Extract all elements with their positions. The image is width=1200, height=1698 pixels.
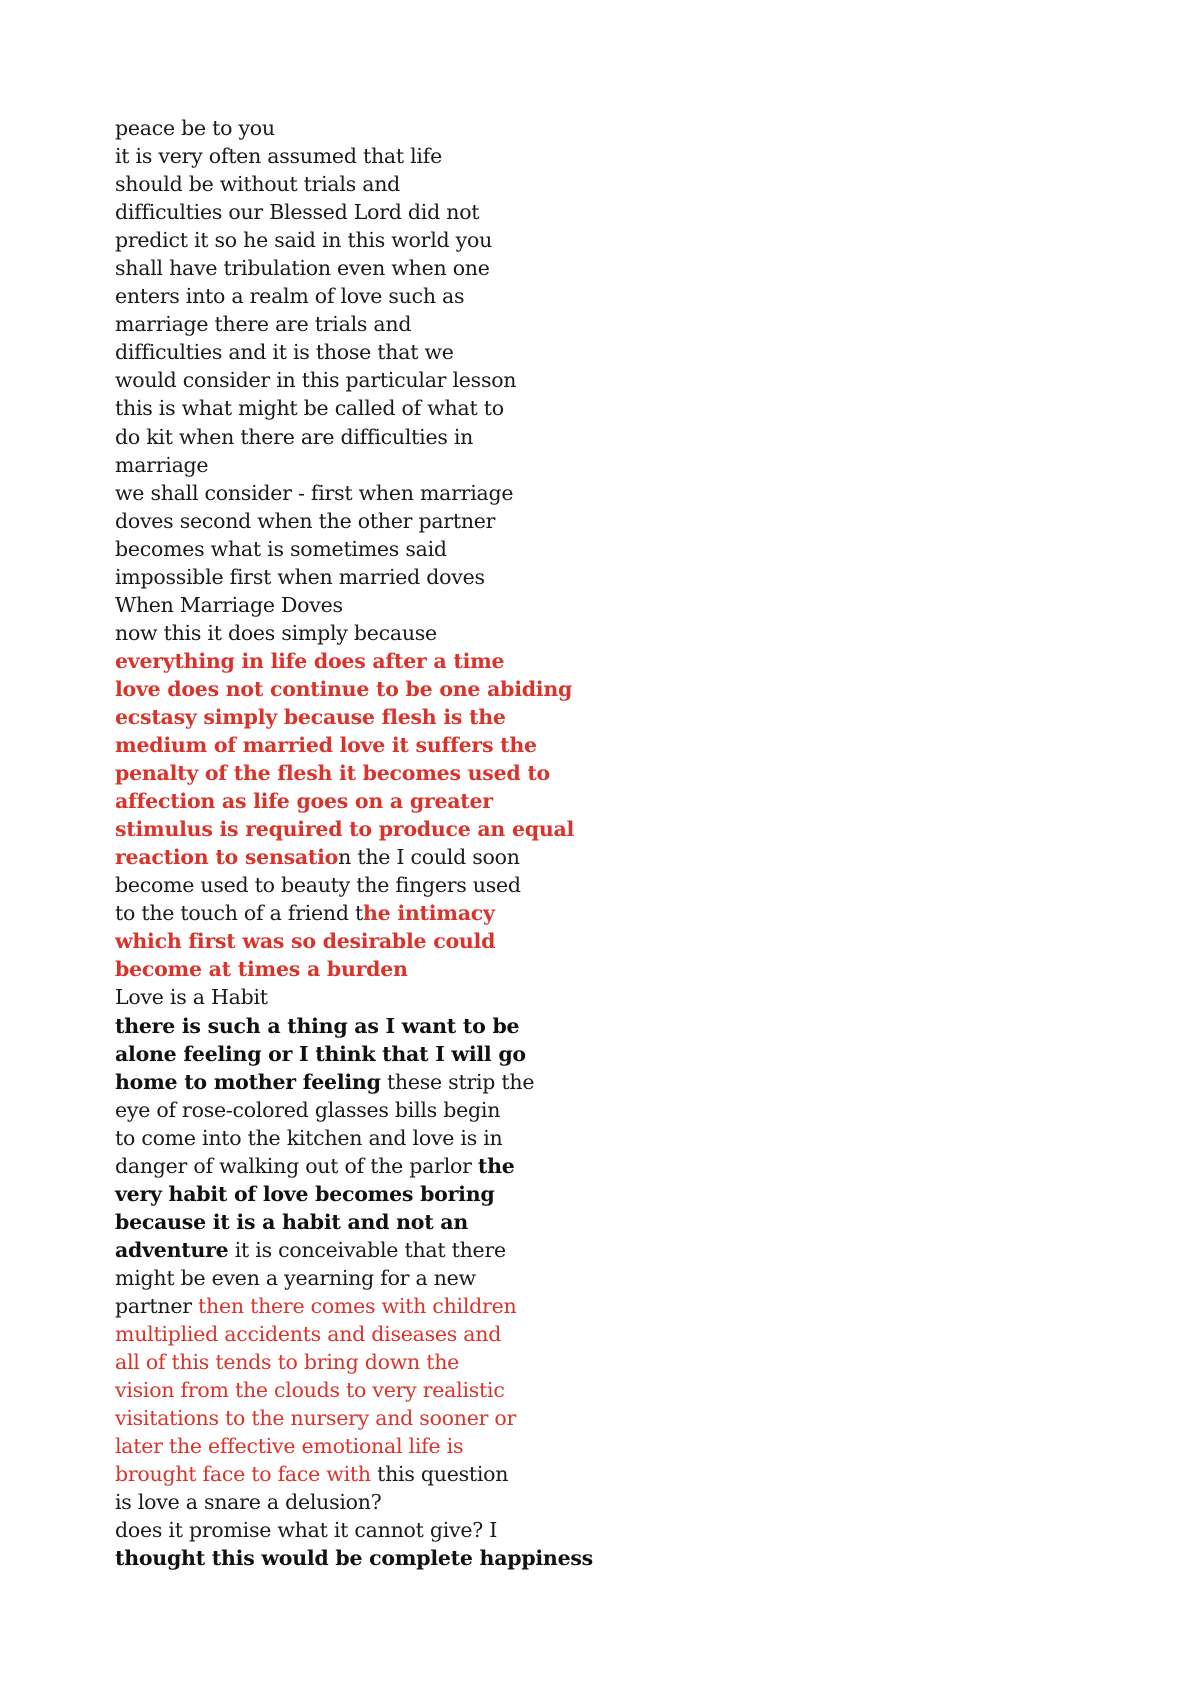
text-segment: brought face to face with — [115, 1462, 371, 1487]
text-segment: home to mother feeling — [115, 1069, 381, 1094]
text-segment: to the touch of a friend t — [115, 901, 364, 926]
text-line — [115, 170, 585, 198]
text-segment: difficulties our Blessed Lord did not — [115, 200, 480, 225]
text-segment: later the effective emotional life is — [115, 1434, 464, 1459]
text-line — [115, 843, 585, 871]
text-line — [115, 1516, 585, 1544]
text-line — [115, 1320, 585, 1348]
text-segment: becomes what is sometimes said — [115, 536, 447, 561]
text-line — [115, 955, 585, 983]
text-line — [115, 591, 585, 619]
text-segment: alone feeling or I think that I will go — [115, 1041, 526, 1066]
text-line — [115, 535, 585, 563]
text-line — [115, 423, 585, 451]
text-line — [115, 1180, 585, 1208]
text-segment: thought this would be complete happiness — [115, 1546, 593, 1571]
text-line — [115, 619, 585, 647]
text-line — [115, 759, 585, 787]
text-segment: marriage there are trials and — [115, 312, 412, 337]
text-line — [115, 1124, 585, 1152]
text-line — [115, 1460, 585, 1488]
text-segment: medium of married love it suffers the — [115, 733, 537, 758]
text-segment: danger of walking out of the parlor — [115, 1153, 478, 1178]
text-segment: n the I could soon — [338, 845, 520, 870]
text-line — [115, 507, 585, 535]
text-segment: it is conceivable that there — [228, 1237, 506, 1262]
document-body-text — [115, 114, 593, 1572]
text-line — [115, 1012, 585, 1040]
text-segment: visitations to the nursery and sooner or — [115, 1406, 517, 1431]
text-line — [115, 451, 585, 479]
text-segment: this is what might be called of what to — [115, 396, 504, 421]
text-line — [115, 1376, 585, 1404]
text-segment: should be without trials and — [115, 172, 401, 197]
text-segment: we shall consider - first when marriage — [115, 480, 514, 505]
text-line — [115, 226, 585, 254]
text-segment: very habit of love becomes boring — [115, 1181, 495, 1206]
text-segment: affection as life goes on a greater — [115, 789, 493, 814]
text-segment: these strip the — [380, 1069, 535, 1094]
text-line — [115, 563, 585, 591]
text-line — [115, 1544, 593, 1572]
text-segment: partner — [115, 1293, 199, 1318]
text-segment: marriage — [115, 452, 209, 477]
text-segment: would consider in this particular lesson — [115, 368, 517, 393]
text-line — [115, 310, 585, 338]
text-segment: penalty of the flesh it becomes used to — [115, 761, 550, 786]
text-segment: vision from the clouds to very realistic — [115, 1378, 505, 1403]
text-line — [115, 731, 585, 759]
text-line — [115, 479, 585, 507]
text-segment: impossible first when married doves — [115, 564, 485, 589]
text-line — [115, 1488, 585, 1516]
text-line — [115, 1096, 585, 1124]
text-line — [115, 1292, 585, 1320]
text-segment: enters into a realm of love such as — [115, 284, 465, 309]
text-segment: eye of rose-colored glasses bills begin — [115, 1097, 501, 1122]
text-segment: adventure — [115, 1237, 229, 1262]
text-segment: then there comes with children — [198, 1293, 517, 1318]
text-segment: there is such a thing as I want to be — [115, 1013, 520, 1038]
text-segment: now this it does simply because — [115, 620, 437, 645]
text-segment: love does not continue to be one abiding — [115, 676, 573, 701]
text-segment: doves second when the other partner — [115, 508, 496, 533]
text-segment: to come into the kitchen and love is in — [115, 1125, 503, 1150]
text-segment: everything in life does after a time — [115, 648, 505, 673]
text-segment: stimulus is required to produce an equal — [115, 817, 575, 842]
text-line — [115, 394, 585, 422]
text-segment: is love a snare a delusion? — [115, 1490, 382, 1515]
text-segment: become at times a burden — [115, 957, 408, 982]
text-segment: all of this tends to bring down the — [115, 1350, 460, 1375]
text-line — [115, 1040, 585, 1068]
text-line — [115, 1152, 585, 1180]
text-segment: shall have tribulation even when one — [115, 256, 490, 281]
text-segment: this question — [370, 1462, 509, 1487]
text-segment: might be even a yearning for a new — [115, 1265, 476, 1290]
text-segment: multiplied accidents and diseases and — [115, 1322, 502, 1347]
text-line — [115, 254, 585, 282]
text-line — [115, 983, 585, 1011]
text-line — [115, 871, 585, 899]
text-line — [115, 899, 585, 927]
text-line — [115, 198, 585, 226]
text-segment: peace be to you — [115, 116, 275, 140]
text-line — [115, 1404, 585, 1432]
text-segment: which first was so desirable could — [115, 929, 496, 954]
text-line — [115, 927, 585, 955]
text-segment: Love is a Habit — [115, 985, 268, 1010]
text-line — [115, 1432, 585, 1460]
text-line — [115, 1068, 585, 1096]
text-line — [115, 142, 585, 170]
text-line — [115, 1236, 585, 1264]
text-segment: become used to beauty the fingers used — [115, 873, 521, 898]
text-segment: ecstasy simply because flesh is the — [115, 704, 506, 729]
text-line — [115, 366, 585, 394]
text-segment: the — [477, 1153, 515, 1178]
text-segment: it is very often assumed that life — [115, 144, 442, 169]
text-segment: do kit when there are difficulties in — [115, 424, 474, 449]
text-segment: does it promise what it cannot give? I — [115, 1518, 498, 1543]
text-line — [115, 114, 585, 142]
text-line — [115, 1208, 585, 1236]
text-line — [115, 647, 585, 675]
text-line — [115, 815, 585, 843]
text-segment: difficulties and it is those that we — [115, 340, 454, 365]
text-line — [115, 282, 585, 310]
text-line — [115, 1348, 585, 1376]
text-segment: reaction to sensatio — [115, 845, 339, 870]
text-line — [115, 338, 585, 366]
text-segment: predict it so he said in this world you — [115, 228, 493, 253]
text-line — [115, 703, 585, 731]
text-line — [115, 675, 585, 703]
text-segment: he intimacy — [363, 901, 495, 926]
text-segment: When Marriage Doves — [115, 592, 343, 617]
text-line — [115, 787, 585, 815]
text-segment: because it is a habit and not an — [115, 1209, 468, 1234]
text-line — [115, 1264, 585, 1292]
